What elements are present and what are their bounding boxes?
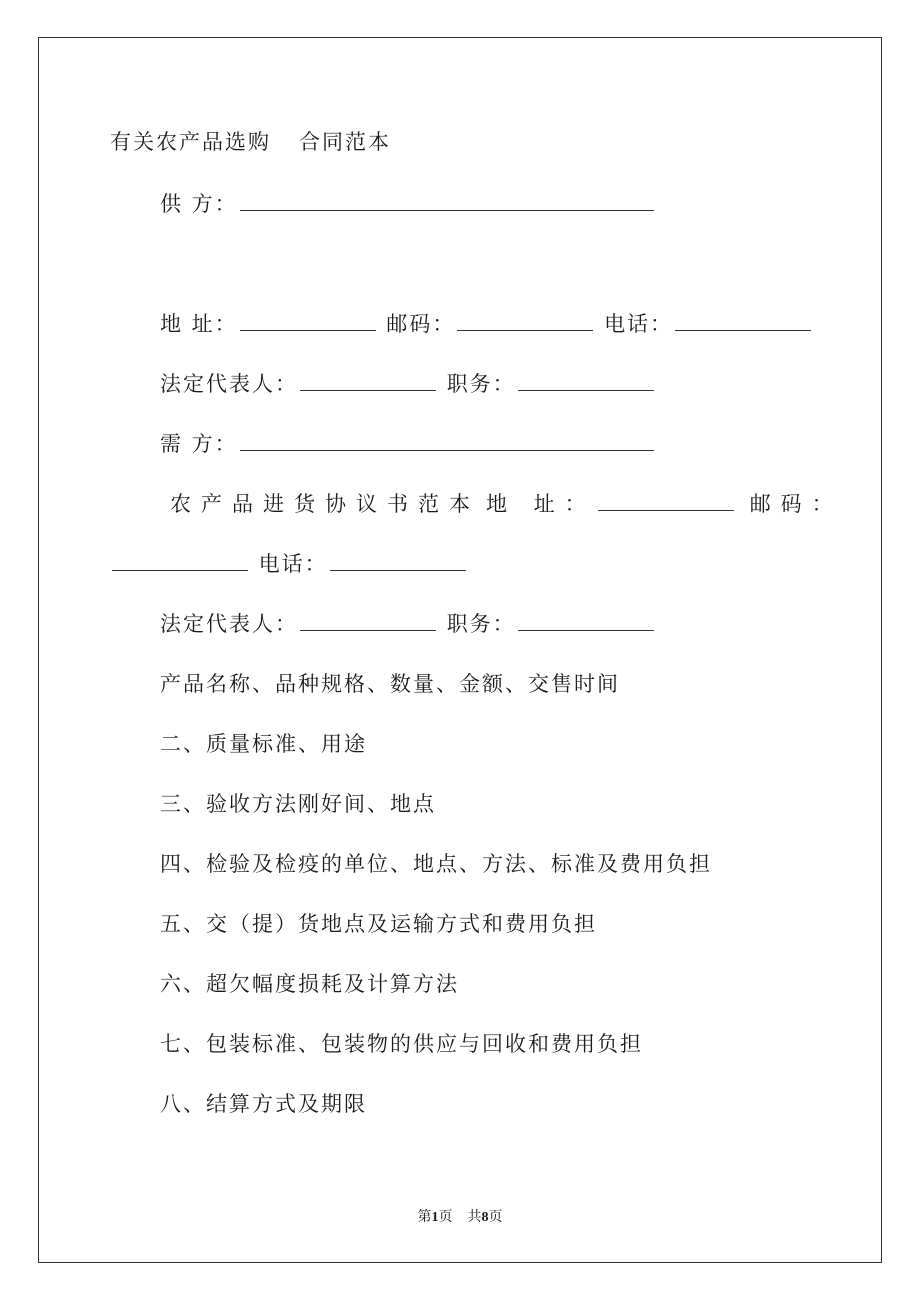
position-blank-2[interactable]: [518, 610, 654, 631]
clause-item: 二、质量标准、用途: [160, 732, 367, 756]
position-blank[interactable]: [518, 370, 654, 391]
address-label-spaced: 地 址：: [486, 492, 596, 516]
position-label: 职务：: [446, 372, 516, 396]
supplier-row: [160, 190, 656, 218]
footer-total-prefix: 共: [467, 1210, 482, 1225]
buyer-label: 需 方：: [160, 432, 238, 456]
clause-item: 产品名称、品种规格、数量、金额、交售时间: [160, 672, 620, 696]
address-label: 地 址：: [160, 312, 238, 336]
clause-item: 四、检验及检疫的单位、地点、方法、标准及费用负担: [160, 852, 712, 876]
buyer-rep-row: [160, 610, 656, 638]
inline-title-text: 农产品进货协议书范本: [170, 492, 480, 516]
address-blank[interactable]: [240, 310, 376, 331]
legal-rep-blank[interactable]: [300, 370, 436, 391]
footer-page-number: 1: [431, 1210, 439, 1225]
phone-label: 电话：: [604, 312, 674, 336]
legal-rep-label-2: 法定代表人：: [160, 612, 298, 636]
supplier-rep-row: [160, 370, 656, 398]
position-label-2: 职务：: [446, 612, 516, 636]
supplier-label: 供 方：: [160, 192, 238, 216]
buyer-row: [160, 430, 656, 458]
postcode-label: 邮码：: [386, 312, 456, 336]
phone-blank[interactable]: [675, 310, 811, 331]
footer-page-suffix: 页: [438, 1210, 453, 1225]
legal-rep-label: 法定代表人：: [160, 372, 298, 396]
supplier-blank[interactable]: [240, 190, 654, 211]
footer-total-pages: 8: [481, 1210, 489, 1225]
postcode-label-spaced: 邮码：: [749, 492, 843, 516]
clause-item: 三、验收方法刚好间、地点: [160, 792, 436, 816]
title-part-2: 合同范本: [299, 130, 391, 154]
phone-label-2: 电话：: [258, 552, 328, 576]
legal-rep-blank-2[interactable]: [300, 610, 436, 631]
page-footer: [0, 1206, 920, 1226]
buyer-address-row: [170, 490, 843, 518]
phone-blank-2[interactable]: [330, 550, 466, 571]
title-part-1: 有关农产品选购: [110, 130, 271, 154]
address-blank-2[interactable]: [598, 490, 734, 511]
clause-item: 八、结算方式及期限: [160, 1092, 367, 1116]
supplier-address-row: [160, 310, 813, 338]
buyer-blank[interactable]: [240, 430, 654, 451]
postcode-blank-2[interactable]: [112, 550, 248, 571]
page-border: [38, 37, 882, 1263]
document-title: [110, 128, 391, 156]
footer-total-suffix: 页: [488, 1210, 503, 1225]
clause-item: 六、超欠幅度损耗及计算方法: [160, 972, 459, 996]
clause-item: 五、交（提）货地点及运输方式和费用负担: [160, 912, 597, 936]
postcode-blank[interactable]: [457, 310, 593, 331]
clause-item: 七、包装标准、包装物的供应与回收和费用负担: [160, 1032, 643, 1056]
footer-prefix: 第: [417, 1210, 432, 1225]
buyer-phone-row: [110, 550, 468, 578]
